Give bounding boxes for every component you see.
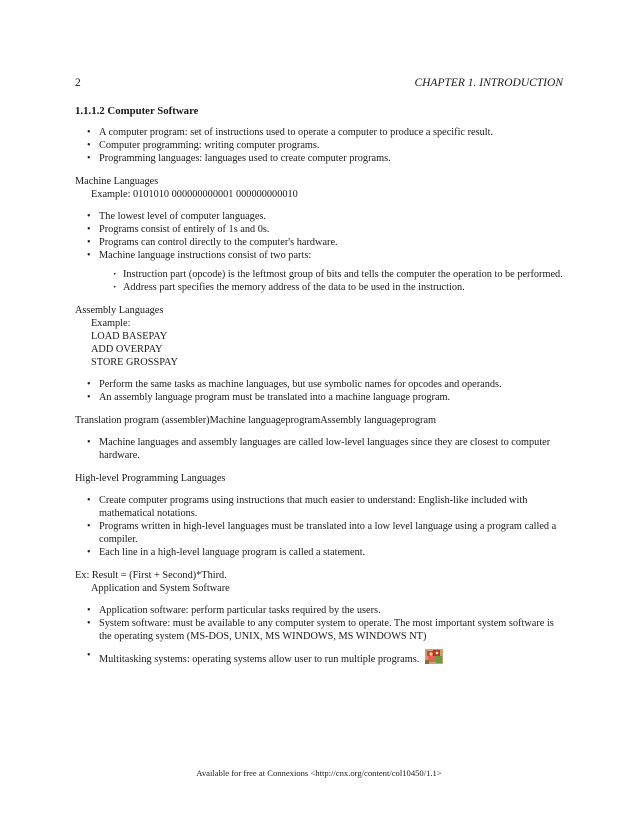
intro-bullet-list [75, 126, 563, 165]
list-item: • Programs consist of entirely of 1s and 0s. [75, 223, 563, 236]
translation-program-text: Translation program (assembler)Machine languageprogramAssembly languageprogram [75, 415, 437, 426]
page-content [75, 105, 563, 666]
machine-bullet-list [75, 210, 563, 262]
assembly-bullet-list [75, 378, 563, 404]
list-item [75, 649, 563, 666]
assembly-code-line: ADD OVERPAY [91, 344, 163, 355]
list-item: • An assembly language program must be translated into a machine language program. [75, 391, 563, 404]
assembly-example-label: Example: [91, 318, 131, 329]
assembly-languages-heading: Assembly Languages [75, 305, 164, 316]
list-item: • The lowest level of computer languages. [75, 210, 563, 223]
page-header [75, 77, 563, 93]
list-item: • Each line in a high-level language program is called a statement. [75, 546, 563, 559]
list-item: • A computer program: set of instructions used to operate a computer to produce a specific result. [75, 126, 563, 139]
high-level-heading: High-level Programming Languages [75, 473, 226, 484]
assembly-code-line: STORE GROSSPAY [91, 357, 178, 368]
sub-list-item: · Address part specifies the memory address of the data to be used in the instruction. [75, 281, 563, 294]
page-number: 2 [75, 77, 81, 89]
list-item: • Programming languages: languages used to create computer programs. [75, 152, 563, 165]
machine-example: Example: 0101010 000000000001 000000000010 [91, 189, 298, 200]
section-title: 1.1.1.2 Computer Software [75, 105, 199, 117]
translation-bullet-list [75, 436, 563, 462]
page-footer: Available for free at Connexions <http://cnx.org/content/col10450/1.1> [196, 768, 442, 778]
multitasking-bullet-list [75, 649, 563, 666]
example-formula: Ex: Result = (First + Second)*Third. [75, 570, 227, 581]
multitasking-text: Multitasking systems: operating systems allow user to run multiple programs. [99, 654, 420, 665]
list-item: • System software: must be available to any computer system to operate. The most important system software is the operating system (MS-DOS, UNIX, MS WINDOWS, MS WINDOWS NT) [75, 617, 563, 643]
software-bullet-list [75, 604, 563, 643]
list-item: • Programs written in high-level languages must be translated into a low level language using a program called a compiler. [75, 520, 563, 546]
list-item: • Computer programming: writing computer programs. [75, 139, 563, 152]
list-item: • Machine languages and assembly languages are called low-level languages since they are closest to computer hardware. [75, 436, 563, 462]
running-chapter-title: CHAPTER 1. INTRODUCTION [414, 77, 563, 89]
small-raster-image-icon [425, 649, 443, 664]
list-item: • Application software: perform particular tasks required by the users. [75, 604, 563, 617]
list-item: • Create computer programs using instructions that much easier to understand: English-like included with mathematical notations. [75, 494, 563, 520]
list-item: • Machine language instructions consist of two parts: [75, 249, 563, 262]
machine-languages-heading: Machine Languages [75, 176, 159, 187]
high-level-bullet-list [75, 494, 563, 559]
assembly-code-line: LOAD BASEPAY [91, 331, 168, 342]
sub-list-item: · Instruction part (opcode) is the leftmost group of bits and tells the computer the operation to be performed. [75, 268, 563, 281]
machine-sub-bullet-list [75, 268, 563, 294]
application-system-heading: Application and System Software [91, 583, 230, 594]
list-item: • Perform the same tasks as machine languages, but use symbolic names for opcodes and operands. [75, 378, 563, 391]
list-item: • Programs can control directly to the computer's hardware. [75, 236, 563, 249]
